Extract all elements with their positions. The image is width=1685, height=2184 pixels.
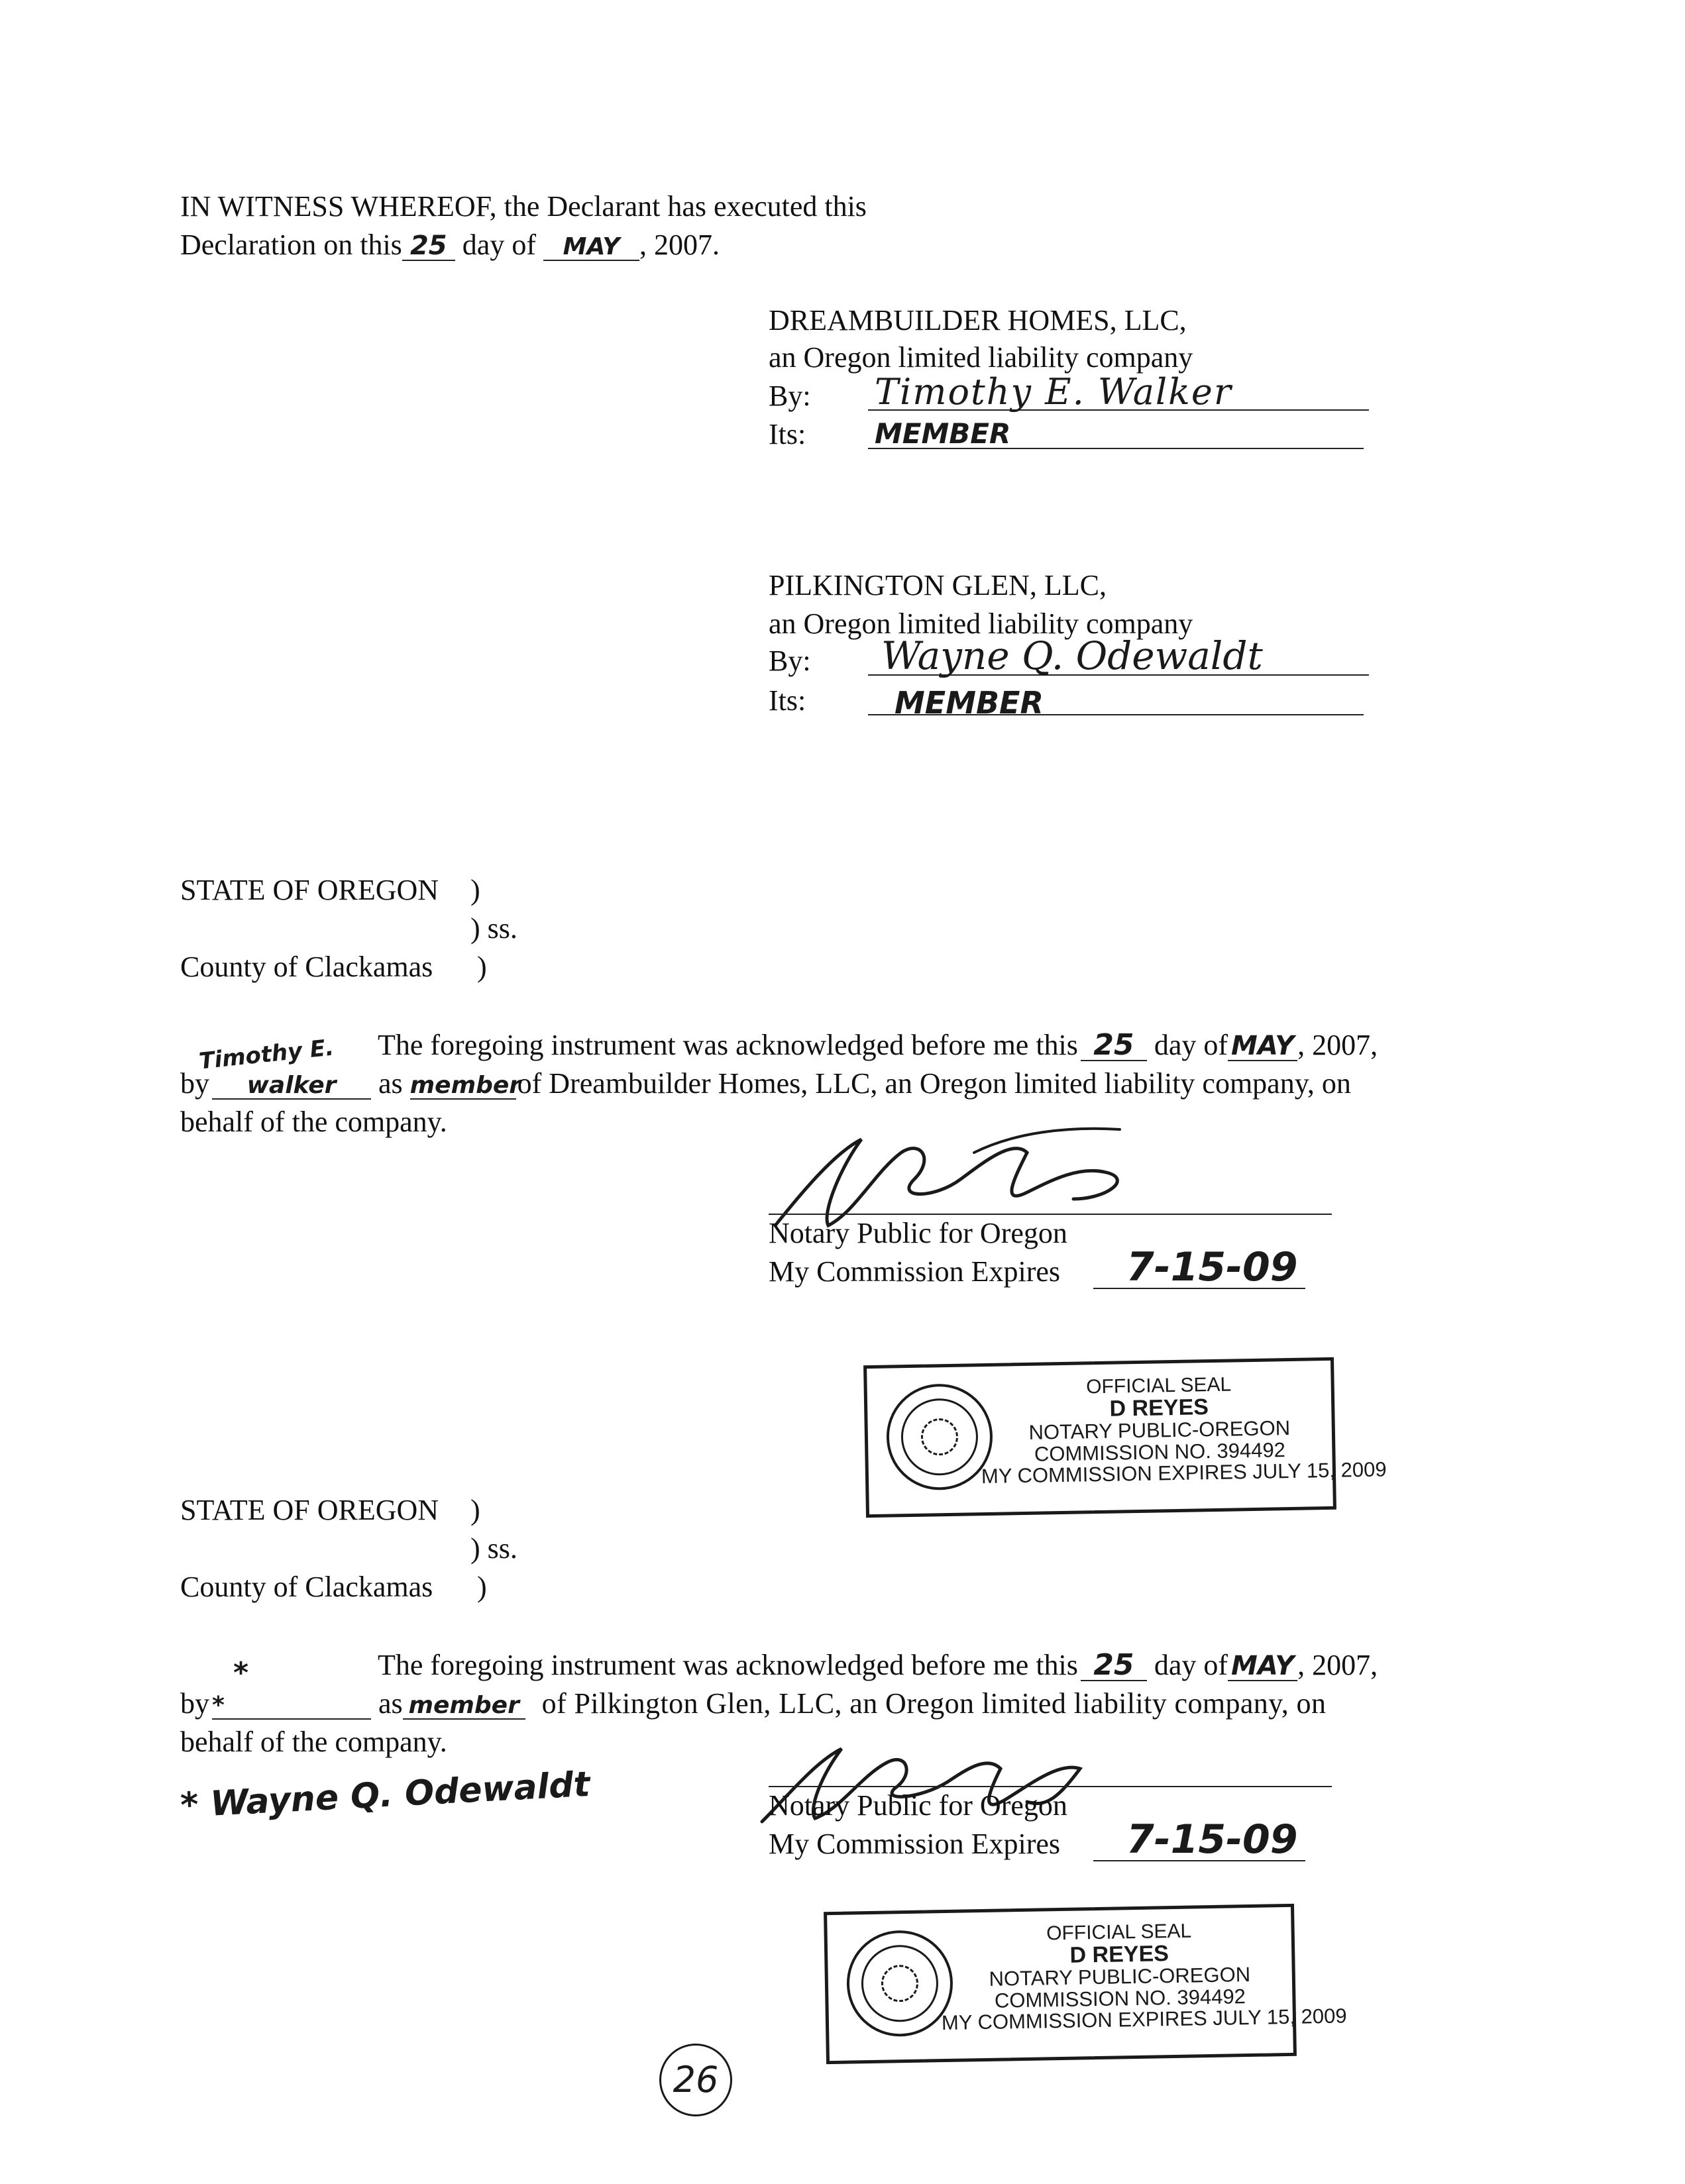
venue2-paren-1: ): [470, 1494, 480, 1526]
signer2-its-value: MEMBER: [895, 685, 1044, 721]
venue2-county: County of Clackamas: [180, 1571, 433, 1603]
venue1-state: STATE OF OREGON: [180, 874, 439, 906]
ack1-month-value: MAY: [1231, 1031, 1295, 1061]
witness-month: [543, 231, 639, 261]
signer2-its-label: Its:: [769, 684, 806, 717]
venue2-state: STATE OF OREGON: [180, 1494, 439, 1526]
ack2-line-3: behalf of the company.: [180, 1726, 447, 1758]
ack1-notary-label: Notary Public for Oregon: [769, 1217, 1067, 1249]
ack2-asterisk-top: *: [233, 1656, 249, 1690]
ack1-expires-label: My Commission Expires: [769, 1255, 1061, 1288]
witness-line-2: [180, 231, 720, 261]
ack1-name-top: Timothy E.: [197, 1034, 335, 1075]
ack1-name-bottom: walker: [246, 1072, 337, 1099]
ack2-day-of: day of: [1154, 1649, 1228, 1681]
ack2-day-value: 25: [1093, 1648, 1134, 1682]
ack1-day-value: 25: [1093, 1028, 1134, 1062]
page-number: 26: [673, 2059, 719, 2101]
seal-2-text: [941, 1919, 1347, 2035]
official-seal-2: [824, 1904, 1347, 2064]
witness-day-of: day of: [462, 229, 536, 261]
ack2-expires-label: My Commission Expires: [769, 1828, 1061, 1860]
seal-1-expires: MY COMMISSION EXPIRES JULY 15, 2009: [981, 1457, 1387, 1488]
state-seal-emblem: [846, 1930, 954, 2038]
ack1-day-of: day of: [1154, 1029, 1228, 1061]
witness-month-value: MAY: [563, 233, 620, 260]
ack1-role-value: member: [409, 1072, 521, 1099]
venue1-county: County of Clackamas: [180, 951, 433, 983]
ack1-day: [1081, 1028, 1147, 1062]
signer2-company: PILKINGTON GLEN, LLC,: [769, 569, 1107, 601]
ack2-name-field: [212, 1689, 371, 1720]
seal-1-name: D REYES: [1109, 1394, 1209, 1422]
ack2-line-1: [378, 1648, 1378, 1682]
ack2-expires-value: 7-15-09: [1126, 1816, 1298, 1863]
signer1-signature: Timothy E. Walker: [875, 371, 1232, 413]
ack1-notary-line: [769, 1214, 1332, 1215]
signer1-its-label: Its:: [769, 418, 806, 450]
witness-line-1: IN WITNESS WHEREOF, the Declarant has executed this: [180, 190, 867, 223]
signer2-description: an Oregon limited liability company: [769, 607, 1193, 640]
ack1-as: as: [378, 1067, 403, 1100]
signer2-by-label: By:: [769, 645, 811, 677]
ack1-name-field: [212, 1069, 371, 1100]
venue1-paren-1: ): [470, 874, 480, 906]
state-seal-emblem: [886, 1383, 994, 1491]
witness-line-2-prefix: Declaration on this: [180, 229, 402, 261]
seal-2-name: D REYES: [1069, 1940, 1169, 1968]
seal-2-notary: NOTARY PUBLIC-OREGON: [989, 1963, 1251, 1991]
ack2-month-value: MAY: [1231, 1651, 1295, 1681]
signer1-description: an Oregon limited liability company: [769, 341, 1193, 374]
ack2-role-field: [403, 1689, 525, 1720]
ack1-rest: of Dreambuilder Homes, LLC, an Oregon limited liability company, on: [517, 1067, 1351, 1100]
ack2-year: , 2007,: [1297, 1649, 1378, 1681]
venue1-paren-3: ): [477, 951, 487, 983]
ack2-prefix: The foregoing instrument was acknowledged before me this: [378, 1649, 1078, 1681]
ack1-expires-value: 7-15-09: [1126, 1244, 1298, 1290]
seal-2-commission: COMMISSION NO. 394492: [994, 1984, 1246, 2012]
seal-2-expires: MY COMMISSION EXPIRES JULY 15, 2009: [941, 2004, 1347, 2035]
ack2-as: as: [378, 1687, 403, 1720]
venue1-ss: ) ss.: [470, 912, 517, 945]
ack2-line-2: [180, 1689, 1326, 1720]
official-seal-1: [863, 1357, 1387, 1518]
page-number-circle: [659, 2044, 732, 2116]
ack1-prefix: The foregoing instrument was acknowledged before me this: [378, 1029, 1078, 1061]
seal-1-title: OFFICIAL SEAL: [1085, 1373, 1232, 1398]
signer2-signature: Wayne Q. Odewaldt: [881, 633, 1263, 678]
seal-1-commission: COMMISSION NO. 394492: [1034, 1437, 1286, 1466]
ack1-line-3: behalf of the company.: [180, 1106, 447, 1138]
ack2-asterisk: *: [212, 1692, 225, 1719]
ack1-month: [1228, 1031, 1297, 1061]
ack1-role-field: [409, 1069, 521, 1100]
ack2-handwritten-note: * Wayne Q. Odewaldt: [179, 1764, 591, 1826]
ack1-year: , 2007,: [1297, 1029, 1378, 1061]
seal-2-title: OFFICIAL SEAL: [1046, 1920, 1192, 1945]
ack2-rest: of Pilkington Glen, LLC, an Oregon limited liability company, on: [541, 1687, 1327, 1720]
ack2-day: [1081, 1648, 1147, 1682]
witness-day: [402, 231, 455, 261]
signer1-its-value: MEMBER: [875, 417, 1011, 450]
ack1-by: by: [180, 1067, 209, 1100]
ack2-month: [1228, 1651, 1297, 1681]
venue2-paren-3: ): [477, 1571, 487, 1603]
ack1-line-2: [180, 1069, 1351, 1100]
ack2-by: by: [180, 1687, 209, 1720]
witness-year: , 2007.: [639, 229, 720, 261]
ack2-role-value: member: [408, 1692, 519, 1719]
seal-1-notary: NOTARY PUBLIC-OREGON: [1028, 1416, 1291, 1445]
witness-day-value: 25: [409, 231, 447, 261]
seal-1-text: [981, 1373, 1387, 1488]
signer1-company: DREAMBUILDER HOMES, LLC,: [769, 304, 1187, 337]
ack1-line-1: [378, 1028, 1378, 1062]
venue2-ss: ) ss.: [470, 1532, 517, 1565]
ack2-notary-line: [769, 1786, 1332, 1787]
signer1-by-label: By:: [769, 380, 811, 412]
ack2-notary-label: Notary Public for Oregon: [769, 1789, 1067, 1822]
